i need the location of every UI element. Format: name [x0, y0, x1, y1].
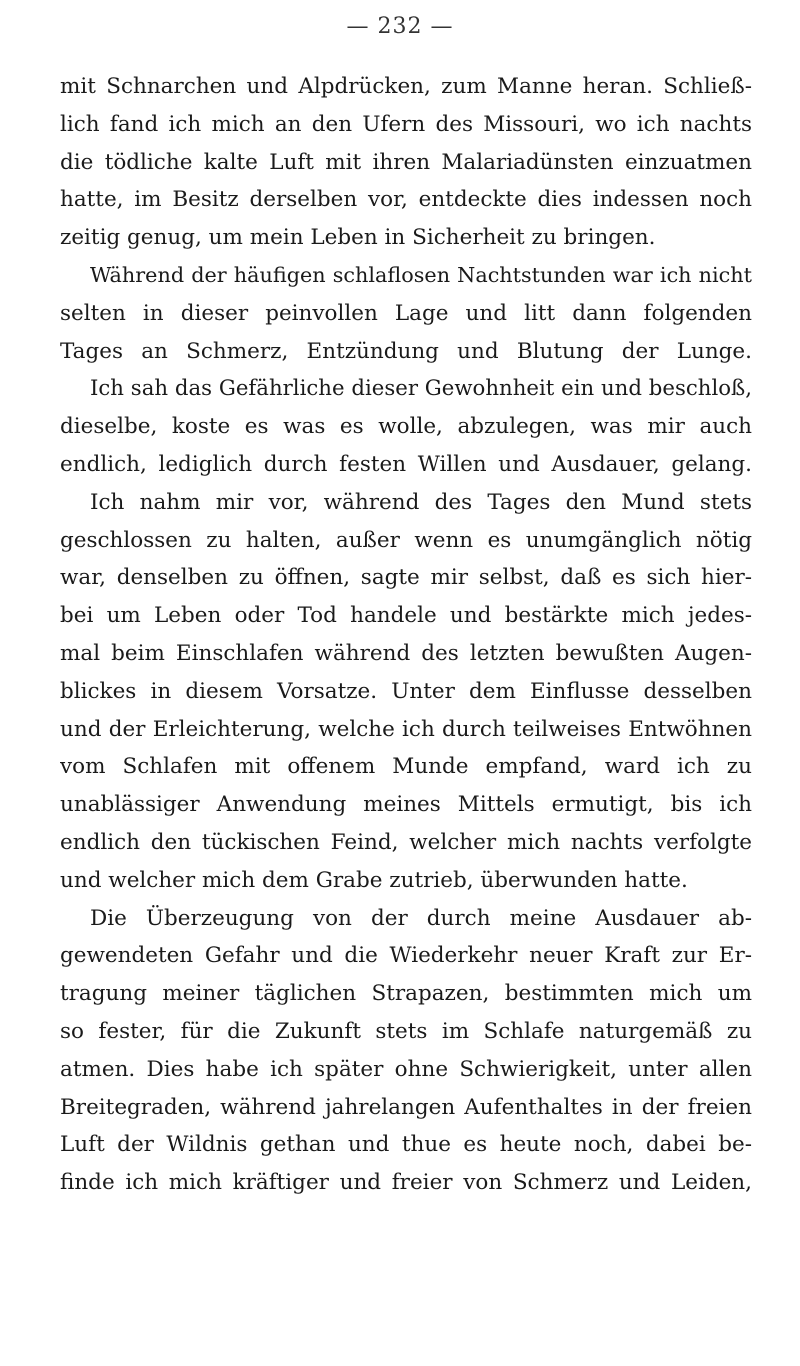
text-line: Während der häufigen schlaflosen Nachtstunden war ich nicht	[90, 262, 752, 287]
text-line: Breitegraden, während jahrelangen Aufenthaltes in der freien	[60, 1094, 752, 1120]
text-line: und welcher mich dem Grabe zutrieb, überwunden hatte.	[60, 867, 688, 893]
text-line: Ich nahm mir vor, während des Tages den Mund stets	[90, 489, 752, 515]
text-line: Die Überzeugung von der durch meine Ausdauer ab-	[90, 905, 752, 931]
text-line: mit Schnarchen und Alpdrücken, zum Manne heran. Schließ-	[60, 74, 752, 99]
text-line: geschlossen zu halten, außer wenn es unumgänglich nötig	[60, 527, 752, 553]
text-line: gewendeten Gefahr und die Wiederkehr neuer Kraft zur Er-	[60, 943, 752, 969]
text-line: Tages an Schmerz, Entzündung und Blutung der Lunge.	[60, 338, 752, 364]
text-line: bei um Leben oder Tod handele und bestärkte mich jedes-	[60, 603, 752, 629]
body-text	[60, 68, 752, 1202]
text-line: endlich den tückischen Feind, welcher mich nachts verfolgte	[60, 829, 752, 855]
text-line: hatte, im Besitz derselben vor, entdeckte dies indessen noch	[60, 187, 752, 213]
text-line: unablässiger Anwendung meines Mittels ermutigt, bis ich	[60, 792, 752, 818]
text-line: so fester, für die Zukunft stets im Schlafe naturgemäß zu	[60, 1018, 752, 1044]
text-line: zeitig genug, um mein Leben in Sicherheit zu bringen.	[60, 225, 656, 251]
text-line: blickes in diesem Vorsatze. Unter dem Einflusse desselben	[60, 678, 752, 704]
text-line: dieselbe, koste es was es wolle, abzulegen, was mir auch	[60, 414, 752, 440]
text-line: tragung meiner täglichen Strapazen, bestimmten mich um	[60, 981, 752, 1007]
text-line: Ich sah das Gefährliche dieser Gewohnheit ein und beschloß,	[90, 376, 752, 402]
text-line: atmen. Dies habe ich später ohne Schwierigkeit, unter allen	[60, 1056, 752, 1082]
text-line: mal beim Einschlafen während des letzten bewußten Augen-	[60, 640, 752, 666]
text-line: vom Schlafen mit offenem Munde empfand, ward ich zu	[60, 754, 752, 780]
text-line: die tödliche kalte Luft mit ihren Malariadünsten einzuatmen	[60, 149, 752, 175]
text-line: finde ich mich kräftiger und freier von Schmerz und Leiden,	[60, 1170, 752, 1196]
text-line: war, denselben zu öffnen, sagte mir selbst, daß es sich hier-	[60, 565, 752, 591]
text-line: endlich, lediglich durch festen Willen und Ausdauer, gelang.	[60, 451, 752, 477]
text-line: selten in dieser peinvollen Lage und litt dann folgenden	[60, 300, 752, 326]
page-number: — 232 —	[346, 14, 454, 39]
text-line: und der Erleichterung, welche ich durch teilweises Entwöhnen	[60, 716, 752, 742]
text-line: Luft der Wildnis gethan und thue es heute noch, dabei be-	[60, 1132, 752, 1158]
text-line: lich fand ich mich an den Ufern des Missouri, wo ich nachts	[60, 111, 752, 137]
